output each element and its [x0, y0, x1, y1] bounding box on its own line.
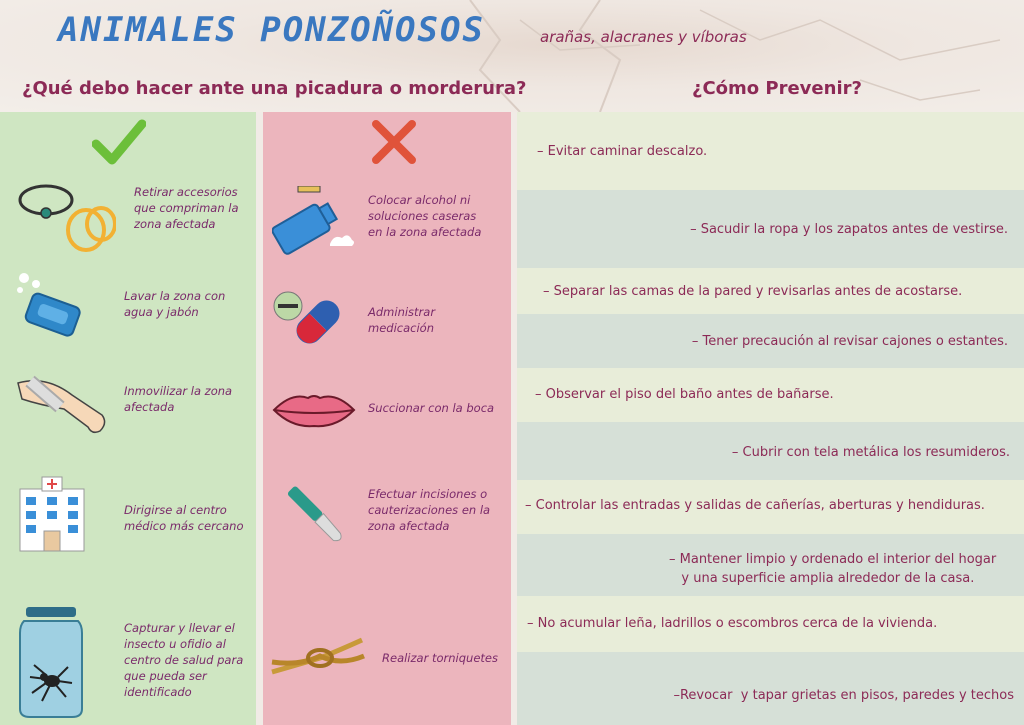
do-wash-area-text: Lavar la zona con agua y jabón: [124, 289, 226, 319]
alcohol-bottle-icon: [272, 186, 356, 256]
dont-suction-text: Succionar con la boca: [368, 401, 495, 415]
prevention-row: [517, 314, 1024, 368]
question-how-to-prevent: ¿Cómo Prevenir?: [692, 78, 862, 99]
scalpel-icon: [280, 482, 350, 548]
prevention-text: – No acumular leña, ladrillos o escombros cerca de la vivienda.: [527, 616, 938, 631]
do-remove-accessories-text: Retirar accesorios que compriman la zona afectada: [134, 185, 239, 231]
prevention-row: [517, 422, 1024, 480]
prevention-text: – Cubrir con tela metálica los resumideros.: [731, 445, 1010, 460]
ring-icon: [16, 180, 116, 260]
prevention-text: –Revocar y tapar grietas en pisos, paredes y techos: [673, 688, 1014, 703]
prevention-row: [517, 534, 1024, 596]
bandaged-arm-icon: [16, 365, 112, 440]
do-immobilize-text: Inmovilizar la zona afectada: [124, 384, 233, 414]
prevention-row: [517, 652, 1024, 725]
prevention-row: [517, 596, 1024, 652]
dont-alcohol-text: Colocar alcohol ni soluciones caseras en la zona afectada: [368, 193, 482, 239]
jar-spider-icon: [16, 605, 86, 720]
do-go-to-doctor-text: Dirigirse al centro médico más cercano: [124, 503, 244, 533]
prevention-text: – Controlar las entradas y salidas de cañerías, aberturas y hendiduras.: [525, 498, 985, 513]
cross-icon: [370, 118, 418, 166]
dont-tourniquet-text: Realizar torniquetes: [382, 651, 498, 665]
prevention-row: [517, 480, 1024, 534]
dont-incisions-text: Efectuar incisiones o cauterizaciones en la zona afectada: [368, 487, 491, 533]
prevention-text: – Mantener limpio y ordenado el interior del hogar y una superficie amplia alrededor de la casa.: [669, 552, 997, 586]
prevention-row: [517, 190, 1024, 268]
prevention-row: [517, 268, 1024, 314]
dont-medication-text: Administrar medicación: [368, 305, 436, 335]
lips-icon: [272, 390, 356, 430]
prevention-row: [517, 112, 1024, 190]
prevention-text: – Tener precaución al revisar cajones o estantes.: [691, 334, 1008, 349]
knot-icon: [270, 636, 366, 680]
page-subtitle: arañas, alacranes y víboras: [540, 28, 747, 46]
page-title: ANIMALES PONZOÑOSOS: [58, 10, 485, 50]
do-capture-animal-text: Capturar y llevar el insecto u ofidio al centro de salud para que pueda ser identificado: [124, 621, 244, 699]
prevention-text: – Sacudir la ropa y los zapatos antes de vestirse.: [690, 222, 1008, 237]
check-icon: [92, 118, 146, 166]
question-what-to-do: ¿Qué debo hacer ante una picadura o morderura?: [22, 78, 527, 99]
prevention-text: – Observar el piso del baño antes de bañarse.: [535, 387, 834, 402]
pills-icon: [272, 288, 348, 348]
hospital-icon: [16, 475, 88, 553]
prevention-text: – Evitar caminar descalzo.: [537, 144, 708, 159]
soap-icon: [16, 270, 86, 345]
prevention-text: – Separar las camas de la pared y revisarlas antes de acostarse.: [543, 284, 963, 299]
prevention-row: [517, 368, 1024, 422]
